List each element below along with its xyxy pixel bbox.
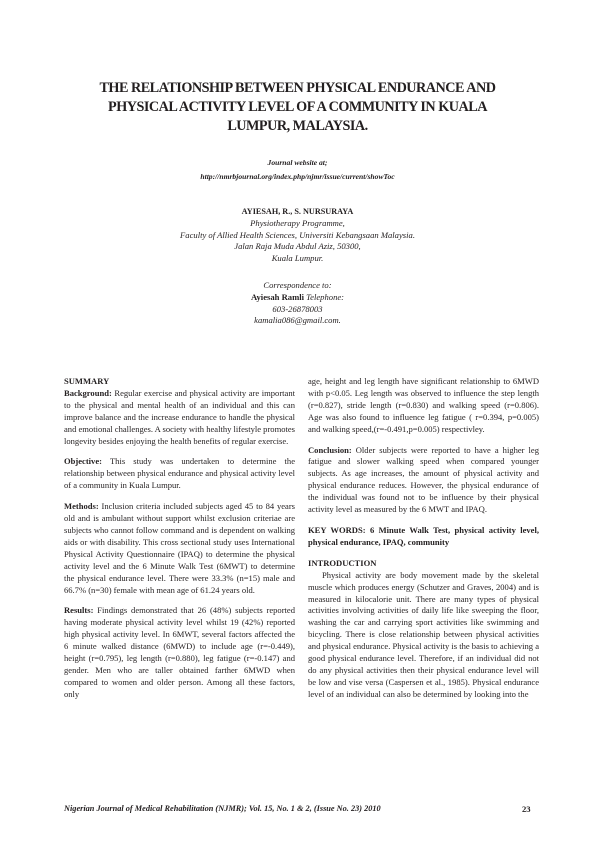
summary-heading: SUMMARY — [64, 376, 110, 386]
journal-info — [60, 156, 535, 184]
results-continued: age, height and leg length have significant relationship to 6MWD with p<0.05. Leg length was observed to influence the step length (r=0.827), stride length (r=0.830) and walking speed (r=0.806). Age was also found to influence leg fatigue ( r=0.394, p=0.005) and walking speed,(r=-0.491,p=0.005) respectivley. — [308, 376, 539, 434]
authors: AYIESAH, R., S. NURSURAYA — [241, 207, 354, 216]
journal-url[interactable]: http://nmrbjournal.org/index.php/njmr/issue/current/showToc — [200, 172, 395, 181]
conclusion-label: Conclusion: — [308, 444, 352, 455]
methods-label: Methods: — [64, 501, 99, 512]
conclusion-paragraph — [308, 445, 539, 516]
affiliation-line: Kuala Lumpur. — [271, 253, 324, 264]
title-line: PHYSICAL ACTIVITY LEVEL OF A COMMUNITY IN KUALA — [108, 99, 487, 115]
results-text: Findings demonstrated that 26 (48%) subjects reported having moderate physical activity level whilst 19 (42%) reported high physical activity level. In 6MWT, several factors affected the 6 minute walked distance (6MWD) to include age (r=-0.449), height (r=0.795), leg length (r=0.880), leg fatigue (r=-0.147) and gender. Men who are taller obtained farther 6MWD when compared to women and older person. Among all these factors, only — [64, 605, 295, 699]
methods-paragraph — [64, 501, 295, 596]
background-text: Regular exercise and physical activity are important to the physical and mental health of an individual and this can improve balance and the increase endurance to handle the physical and emotional challenges. A society with healthy lifestyle promotes longevity besides enjoying the health benefits of regular exercise. — [64, 387, 295, 446]
page-number: 23 — [522, 804, 531, 814]
right-column — [308, 376, 539, 710]
paper-title — [50, 79, 545, 136]
objective-label: Objective: — [64, 456, 102, 467]
journal-label: Journal website at; — [267, 158, 328, 167]
background-paragraph — [64, 388, 295, 448]
conclusion-text: Older subjects were reported to have a higher leg fatigue and slower walking speed when compared younger subjects. As age increases, the amount of physical activity and physical endurance reduces. However, the physical endurance of the individual was found not to be influence by their physical activity level as measured by the 6 MWT and IPAQ. — [308, 444, 539, 515]
keywords: KEY WORDS: 6 Minute Walk Test, physical activity level, physical endurance, IPAQ, community — [308, 524, 539, 547]
objective-text: This study was undertaken to determine the relationship between physical endurance and physical activity level of a community in Kuala Lumpur. — [64, 456, 295, 491]
phone-number: 603-26878003 — [272, 303, 323, 314]
title-line: THE RELATIONSHIP BETWEEN PHYSICAL ENDURANCE AND — [99, 80, 496, 96]
objective-paragraph — [64, 456, 295, 492]
title-line: LUMPUR, MALAYSIA. — [227, 118, 368, 134]
introduction-heading: INTRODUCTION — [308, 557, 377, 568]
correspondence-name: Ayiesah Ramli — [250, 291, 305, 302]
author-block — [60, 206, 535, 265]
affiliation-line: Physiotherapy Programme, — [250, 217, 345, 228]
correspondence-label: Correspondence to: — [263, 280, 332, 290]
correspondence-block — [60, 280, 535, 327]
background-label: Background: — [64, 387, 112, 398]
telephone-label: Telephone: — [306, 291, 345, 302]
left-column — [64, 376, 295, 710]
footer-citation: Nigerian Journal of Medical Rehabilitation (NJMR); Vol. 15, No. 1 & 2, (Issue No. 23) 2010 — [64, 804, 381, 813]
methods-text: Inclusion criteria included subjects aged 45 to 84 years old and is ambulant without support whilst exclusion criteriae are subjects who cannot follow command and is dependent on walking aids or with disability. This cross sectional study uses International Physical Activity Questionnaire (IPAQ) to determine the physical activity level and the 6 Minute Walk Test (6MWT) to determine the physical endurance level. There were 33.3% (n=15) male and 66.7% (n=30) female with mean age of 61.24 years old. — [64, 501, 295, 595]
affiliation-line: Faculty of Allied Health Sciences, Universiti Kebangsaan Malaysia. — [180, 229, 415, 240]
introduction-text: Physical activity are body movement made by the skeletal muscle which produces energy (Schutzer and Graves, 2004) and is measured in kilocalorie unit. There are many types of physical activities involving activities of daily life like sweeping the floor, washing the car and carrying sport activities like swimming and bicycling. There is close relationship between physical activities and physical endurance. Physical activity is the basis to achieving a good physical endurance level. Therefore, if an individual did not do any physical activities then their physical endurance level will be low and vise versa (Caspersen et al., 1985). Physical endurance level of an individual can also be determined by looking into the — [308, 569, 539, 699]
affiliation-line: Jalan Raja Muda Abdul Aziz, 50300, — [234, 241, 361, 252]
results-label: Results: — [64, 605, 94, 616]
email-address[interactable]: kamalia086@gmail.com. — [254, 315, 341, 326]
results-paragraph — [64, 605, 295, 700]
